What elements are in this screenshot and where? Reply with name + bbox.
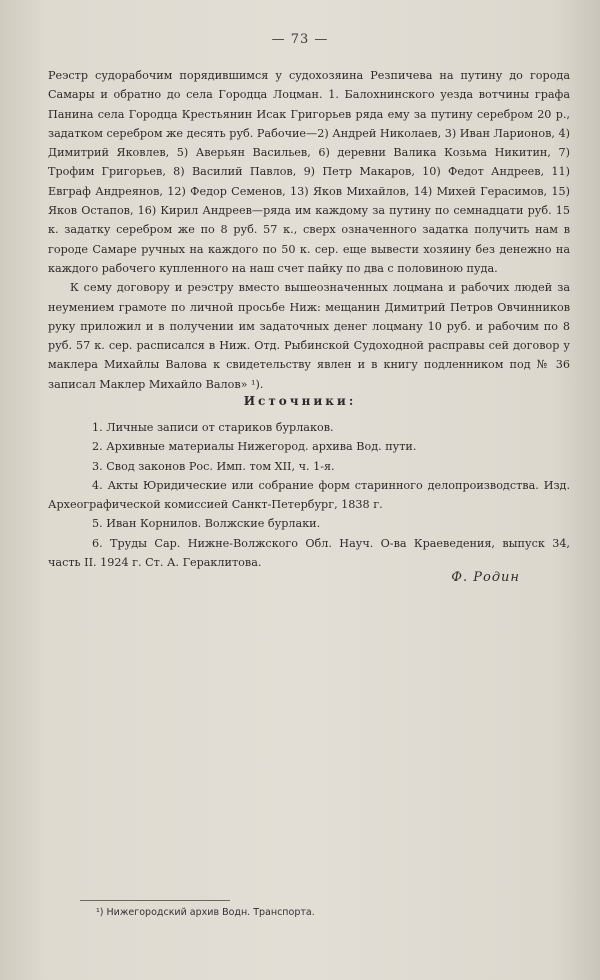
- source-item: 6. Труды Сар. Нижне-Волжского Обл. Науч. О-ва Краеведения, выпуск 34, часть II. 1924 г. Ст. А. Гераклитова.: [48, 536, 570, 570]
- paragraph-registry: Реэстр судорабочим порядившимся у судохозяина Резпичева на путину до города Самары и обратно до села Городца Лоцман. 1. Балохнинского уезда вотчины графа Панина села Городца Крестьянин Исак Григорьев ряда ему за путину серебром 20 р., задатком серебром же десять руб. Рабочие—2) Андрей Николаев, 3) Иван Ларионов, 4) Димитрий Яковлев, 5) Аверьян Васильев, 6) деревни Валика Козьма Никитин, 7) Трофим Григорьев, 8) Василий Павлов, 9) Петр Макаров, 10) Федот Андреев, 11) Евграф Андреянов, 12) Федор Семенов, 13) Яков Михайлов, 14) Михей Герасимов, 15) Яков Остапов, 16) Кирил Андреев—ряда им каждому за путину по семнадцати руб. 15 к. задатку серебром же по 8 руб. 57 к., сверх означенного задатка получить нам в городе Самаре ручных на каждого по 50 к. сер. еще вывести хозяину без денежно на каждого рабочего купленного на наш счет пайку по два с половиною пуда.: [48, 69, 570, 275]
- source-item: 3. Свод законов Рос. Имп. том XII, ч. 1-я.: [92, 459, 335, 473]
- body-text: [48, 66, 570, 394]
- author-signature: Ф. Родин: [451, 570, 520, 585]
- source-item: 5. Иван Корнилов. Волжские бурлаки.: [92, 517, 321, 531]
- paragraph-agreement: К сему договору и реэстру вместо вышеозначенных лоцмана и рабочих людей за неумением грамоте по личной просьбе Ниж: мещанин Димитрий Петров Овчинников руку приложил и в получении им задаточных денег лоцману 10 руб. и рабочим по 8 руб. 57 к. сер. расписался в Ниж. Отд. Рыбинской Судоходной расправы сей договор у маклера Михайлы Валова к свидетельству явлен и в книгу подленником под № 36 записал Маклер Михайло Валов» ¹).: [48, 281, 570, 391]
- footnote-divider: [80, 900, 230, 901]
- page-number: — 73 —: [271, 32, 329, 47]
- source-item: 1. Личные записи от стариков бурлаков.: [92, 421, 334, 434]
- sources-list: [48, 418, 570, 572]
- footnote: ¹) Нижегородский архив Водн. Транспорта.: [96, 907, 315, 918]
- source-item: 2. Архивные материалы Нижегород. архива Вод. пути.: [92, 440, 417, 454]
- sources-heading: Источники:: [243, 394, 357, 408]
- source-item: 4. Акты Юридические или собрание форм старинного делопроизводства. Изд. Археографической комиссией Санкт-Петербург, 1838 г.: [48, 478, 570, 512]
